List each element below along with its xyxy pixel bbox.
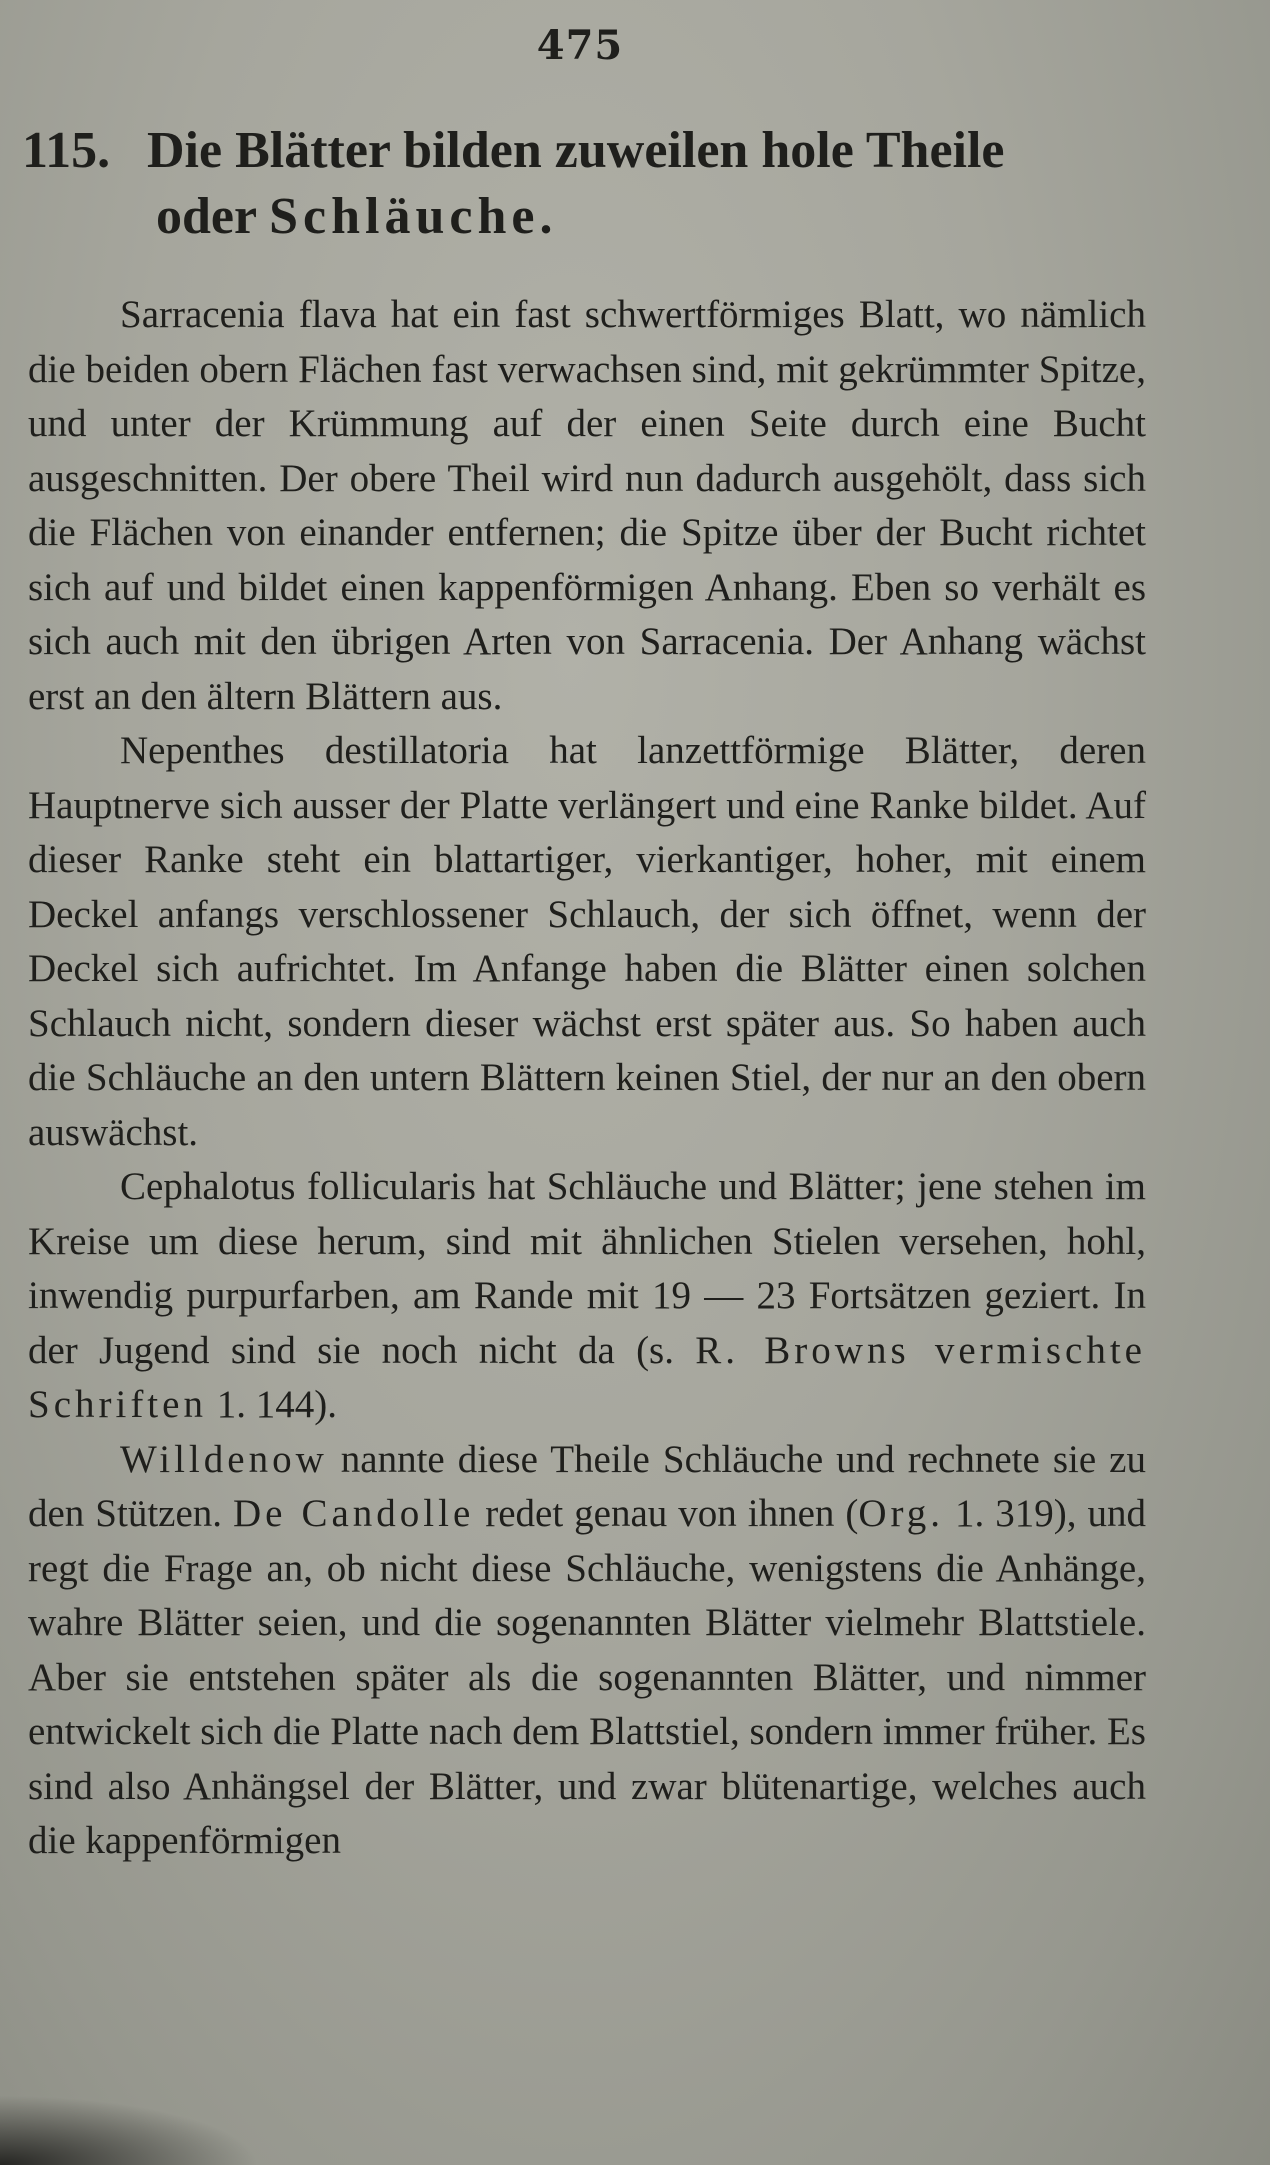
paragraph-cephalotus-pre: Cephalotus follicularis hat Schläuche und Blätter; jene stehen im Kreise um diese herum, sind mit ähnlichen Stielen versehen, hohl, inwendig purpurfarben, am Rande mit 19 — 23 Fortsätzen geziert. In der Jugend sind sie noch nicht da (s.	[28, 1165, 1146, 1372]
paragraph-sarracenia: Sarracenia flava hat ein fast schwertförmiges Blatt, wo nämlich die beiden obern Flächen fast verwachsen sind, mit gekrümmter Spitze, und unter der Krümmung auf der einen Seite durch eine Bucht ausgeschnitten. Der obere Theil wird nun dadurch ausgehölt, dass sich die Flächen von einander entfernen; die Spitze über der Bucht richtet sich auf und bildet einen kappenförmigen Anhang. Eben so verhält es sich auch mit den übrigen Arten von Sarracenia. Der Anhang wächst erst an den ältern Blättern aus.	[28, 293, 1146, 718]
reference-org: Org.	[858, 1492, 945, 1535]
reference-browns-schriften: R. Browns vermischte Schriften	[28, 1328, 1146, 1426]
section-title-line2	[22, 184, 1182, 250]
page-number: 475	[536, 22, 624, 69]
paragraph-willdenow	[28, 1433, 1146, 1869]
body-text	[28, 288, 1146, 1869]
author-willdenow: Willdenow	[120, 1437, 328, 1481]
section-number: 115.	[22, 122, 111, 179]
paragraph-willdenow-post: 1. 319), und regt die Frage an, ob nicht diese Schläuche, wenigstens die Anhänge, wahre Blätter seien, und die sogenannten Blätter vielmehr Blattstiele. Aber sie entstehen später als die sogenannten Blätter, und nimmer entwickelt sich die Platte nach dem Blattstiel, sondern immer früher. Es sind also Anhängsel der Blätter, und zwar blütenartige, welches auch die kappenförmigen	[28, 1492, 1146, 1862]
paragraph-willdenow-mid1: nannte diese Theile Schläuche und rechnete sie zu den Stützen.	[28, 1437, 1146, 1535]
paragraph-cephalotus-post: 1. 144).	[206, 1383, 337, 1426]
paragraph-willdenow-mid2: redet genau von ihnen (	[474, 1492, 859, 1535]
section-title-line1: Die Blätter bilden zuweilen hole Theile	[147, 122, 1005, 179]
author-de-candolle: De Candolle	[233, 1492, 475, 1535]
section-title-line2-pre: oder	[156, 188, 270, 245]
section-title-line2-post: .	[539, 188, 553, 245]
paragraph-nepenthes: Nepenthes destillatoria hat lanzettförmige Blätter, deren Hauptnerve sich ausser der Platte verlängert und eine Ranke bildet. Auf dieser Ranke steht ein blattartiger, vierkantiger, hoher, mit einem Deckel anfangs verschlossener Schlauch, der sich öffnet, wenn der Deckel sich aufrichtet. Im Anfange haben die Blätter einen solchen Schlauch nicht, sondern dieser wächst erst später aus. So haben auch die Schläuche an den untern Blättern keinen Stiel, der nur an den obern auswächst.	[28, 729, 1146, 1154]
page-edge-shadow	[0, 2095, 260, 2165]
paragraph-cephalotus	[28, 1160, 1146, 1433]
section-heading	[22, 118, 1182, 250]
section-title-line2-spaced: Schläuche	[269, 188, 540, 245]
